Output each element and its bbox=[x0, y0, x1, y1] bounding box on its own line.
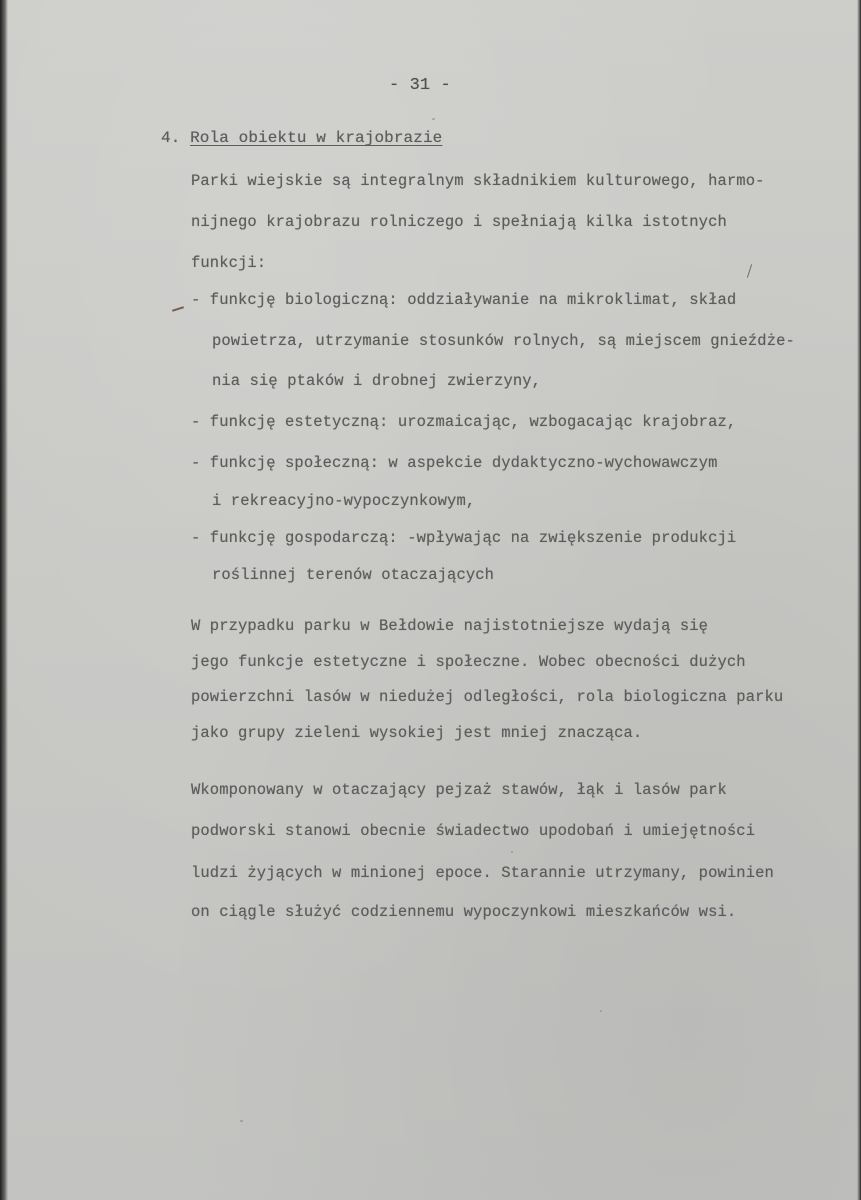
paper-speck bbox=[240, 1120, 243, 1122]
function-item-line: roślinnej terenów otaczających bbox=[212, 566, 495, 584]
section-title: Rola obiektu w krajobrazie bbox=[190, 129, 443, 147]
section-heading bbox=[161, 129, 442, 147]
pencil-tick-mark bbox=[747, 264, 752, 278]
page-left-edge bbox=[0, 0, 8, 1200]
paragraph2-line: jego funkcje estetyczne i społeczne. Wobec obecności dużych bbox=[191, 653, 746, 671]
function-item-line: - funkcję społeczną: w aspekcie dydaktyczno-wychowawczym bbox=[191, 454, 718, 472]
paper-speck bbox=[511, 851, 513, 853]
margin-pen-mark bbox=[172, 306, 184, 312]
paragraph2-line: jako grupy zieleni wysokiej jest mniej znacząca. bbox=[191, 724, 643, 742]
page-number: - 31 - bbox=[389, 76, 451, 95]
paper-speck bbox=[432, 118, 435, 120]
function-item-line: nia się ptaków i drobnej zwierzyny, bbox=[212, 372, 542, 390]
paragraph1-line: Parki wiejskie są integralnym składnikiem kulturowego, harmo- bbox=[191, 172, 765, 190]
function-item-line: - funkcję biologiczną: oddziaływanie na mikroklimat, skład bbox=[191, 291, 737, 309]
function-item-line: - funkcję estetyczną: urozmaicając, wzbogacając krajobraz, bbox=[191, 413, 737, 431]
paragraph1-line: funkcji: bbox=[191, 254, 267, 272]
function-item-line: powietrza, utrzymanie stosunków rolnych, są miejscem gnieźdże- bbox=[212, 332, 795, 350]
paragraph3-line: on ciągle służyć codziennemu wypoczynkowi mieszkańców wsi. bbox=[191, 903, 737, 921]
paragraph3-line: Wkomponowany w otaczający pejzaż stawów, łąk i lasów park bbox=[191, 781, 727, 799]
function-item-line: i rekreacyjno-wypoczynkowym, bbox=[212, 492, 476, 510]
paragraph2-line: powierzchni lasów w niedużej odległości, rola biologiczna parku bbox=[191, 688, 784, 706]
paragraph1-line: nijnego krajobrazu rolniczego i spełniają kilka istotnych bbox=[191, 213, 727, 231]
section-number: 4. bbox=[161, 129, 181, 147]
page-right-edge bbox=[857, 0, 861, 1200]
paper-speck bbox=[600, 1010, 602, 1012]
paragraph2-line: W przypadku parku w Bełdowie najistotniejsze wydają się bbox=[191, 617, 709, 635]
paragraph3-line: podworski stanowi obecnie świadectwo upodobań i umiejętności bbox=[191, 822, 756, 840]
function-item-line: - funkcję gospodarczą: -wpływając na zwiększenie produkcji bbox=[191, 529, 737, 547]
paragraph3-line: ludzi żyjących w minionej epoce. Starannie utrzymany, powinien bbox=[191, 864, 774, 882]
